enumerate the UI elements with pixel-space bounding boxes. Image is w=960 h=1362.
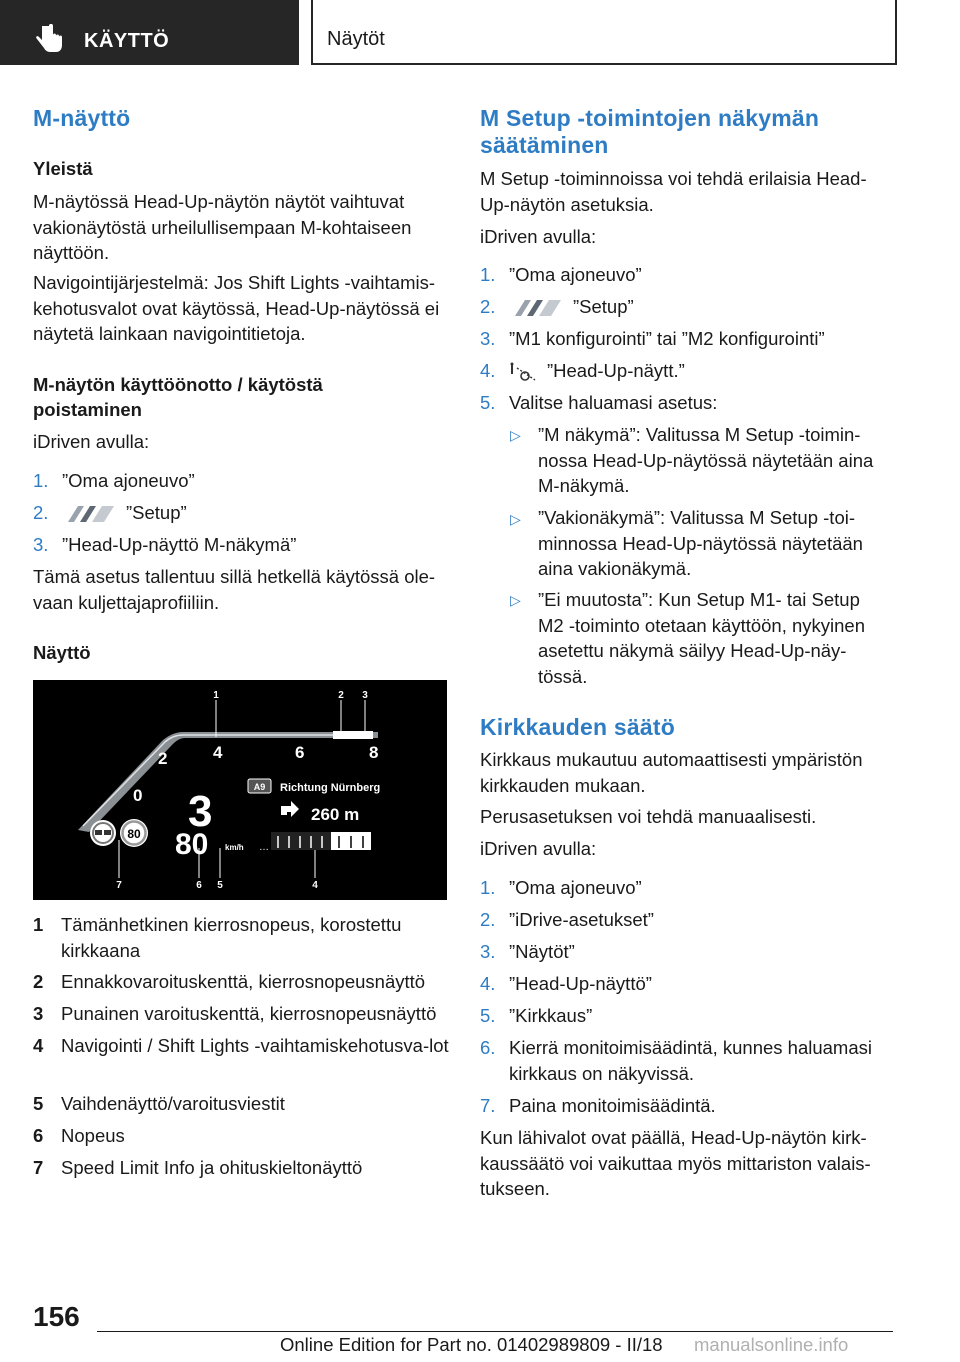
idrive-intro: iDriven avulla: <box>33 431 150 452</box>
section-title: KÄYTTÖ <box>84 30 170 52</box>
general-heading: Yleistä <box>33 158 93 179</box>
hand-pointer-icon <box>36 24 64 54</box>
hud-m-display-figure <box>33 680 447 900</box>
callout-1: 1 <box>213 690 219 701</box>
activate-heading: M-näytön käyttöönotto / käytöstä poistaminen <box>33 374 323 420</box>
callout-5: 5 <box>217 880 223 891</box>
gear-mark-0: 0 <box>133 786 143 805</box>
current-speed: 80 <box>175 828 209 861</box>
setup-paragraph: M Setup -toiminnoissa voi tehdä erilaisia Head-Up-näytön asetuksia. <box>480 168 867 215</box>
m-setup-icon <box>62 506 116 522</box>
idrive-intro: iDriven avulla: <box>480 226 597 247</box>
current-gear: 3 <box>188 787 213 836</box>
m-setup-title-line2: säätäminen <box>480 132 609 158</box>
gear-mark-6: 6 <box>295 743 305 762</box>
general-paragraph-2: Navigointijärjestelmä: Jos Shift Lights -vaihtamis-kehotusvalot ovat käytössä, Head-Up-näytössä ei näytetä lainkaan navigointitietoja. <box>33 272 440 344</box>
callout-7: 7 <box>116 880 122 891</box>
gear-mark-4: 4 <box>213 743 223 762</box>
section-tab <box>0 0 299 65</box>
nav-direction: Richtung Nürnberg <box>280 782 381 794</box>
callout-3: 3 <box>362 690 368 701</box>
callout-6: 6 <box>196 880 202 891</box>
watermark: manualsonline.info <box>694 1334 849 1355</box>
svg-text:…: … <box>259 842 269 853</box>
m-setup-title-line1: M Setup -toimintojen näkymän <box>480 105 820 131</box>
general-paragraph-1: M-näytössä Head-Up-näytön näytöt vaihtuvat vakionäytöstä urheilullisempaan M-kohtaiseen näyttöön. <box>33 191 412 263</box>
option-standard-view: ”Vakionäkymä”: Valitussa M Setup -toi-minnossa Head-Up-näytössä näytetään aina vakionäkymä. <box>538 507 863 579</box>
brightness-paragraph-2: Perusasetuksen voi tehdä manuaalisesti. <box>480 806 817 827</box>
m-display-title: M-näyttö <box>33 105 131 131</box>
m-setup-icon <box>509 300 563 316</box>
brightness-title: Kirkkauden säätö <box>480 714 675 740</box>
speed-unit: km/h <box>225 843 244 852</box>
bullet-triangle-icon: ▷ <box>510 511 521 527</box>
bullet-triangle-icon: ▷ <box>510 427 521 443</box>
hud-illustration <box>33 680 447 900</box>
display-heading: Näyttö <box>33 642 91 663</box>
callout-4: 4 <box>312 880 318 891</box>
footer-divider <box>97 1331 893 1332</box>
bullet-triangle-icon: ▷ <box>510 592 521 608</box>
speed-limit-sign: 80 <box>127 827 141 841</box>
page-number: 156 <box>33 1301 80 1332</box>
turn-right-arrow-icon <box>281 801 299 817</box>
nav-distance: 260 m <box>311 805 360 824</box>
callout-2: 2 <box>338 690 344 701</box>
low-beam-note: Kun lähivalot ovat päällä, Head-Up-näytön kirk-kaussäätö voi vaikuttaa myös mittariston valais-tukseen. <box>480 1127 871 1199</box>
road-sign: A9 <box>253 782 266 792</box>
gear-mark-2: 2 <box>158 749 168 768</box>
chapter-tab <box>311 0 897 65</box>
idrive-intro: iDriven avulla: <box>480 838 597 859</box>
edition-note: Online Edition for Part no. 01402989809 - II/18 <box>280 1334 663 1355</box>
gear-mark-8: 8 <box>369 743 379 762</box>
brightness-paragraph-1: Kirkkaus mukautuu automaattisesti ympäristön kirkkauden mukaan. <box>480 749 863 796</box>
head-up-display-icon <box>509 362 537 382</box>
save-note: Tämä asetus tallentuu sillä hetkellä käytössä ole-vaan kuljettajaprofiiliin. <box>33 566 436 613</box>
option-no-change: ”Ei muutosta”: Kun Setup M1- tai Setup M2 -toiminto otetaan käyttöön, nykyinen asetettu näkymä säilyy Head-Up-näy-tössä. <box>538 589 866 687</box>
option-m-view: ”M näkymä”: Valitussa M Setup -toimin-nossa Head-Up-näytössä näytetään aina M-näkymä. <box>538 424 874 496</box>
chapter-title: Näytöt <box>327 28 385 50</box>
